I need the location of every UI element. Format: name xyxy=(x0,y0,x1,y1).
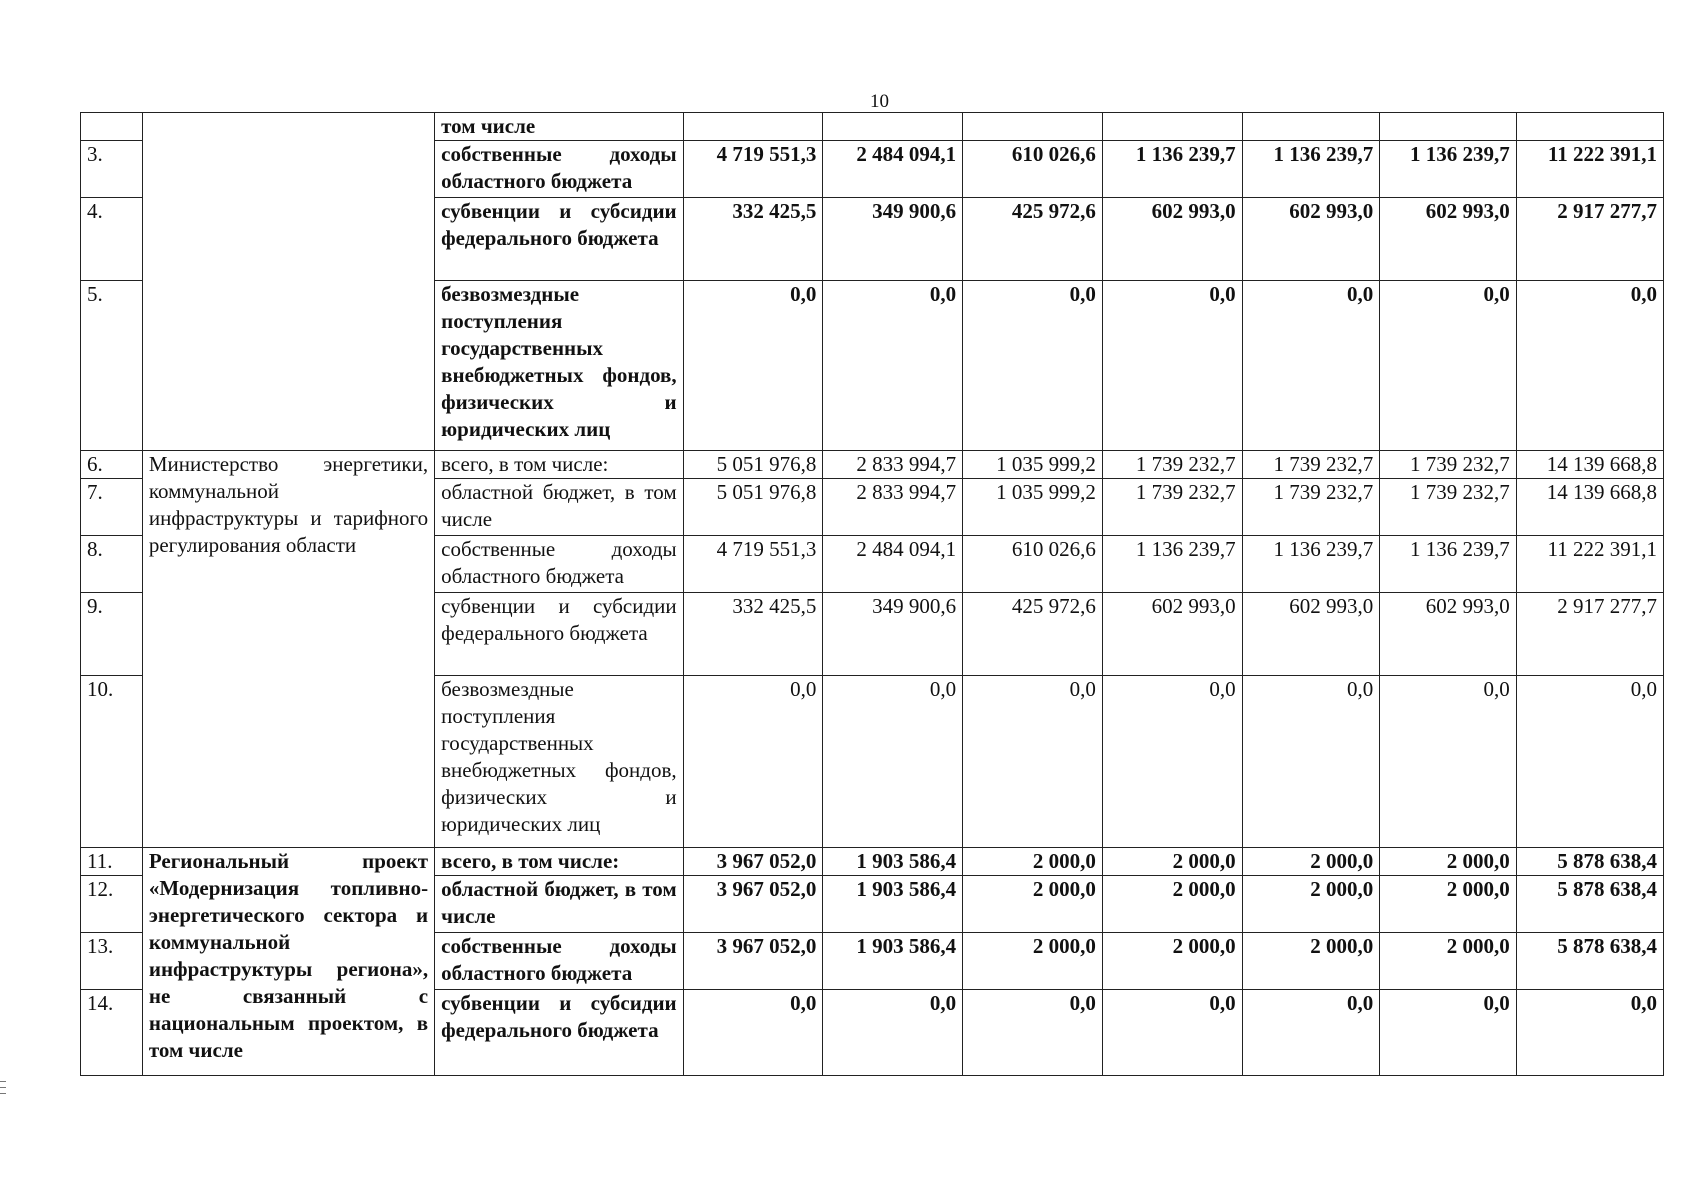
table-row xyxy=(81,113,1664,141)
amount-cell: 2 000,0 xyxy=(1102,848,1242,876)
amount-cell: 0,0 xyxy=(1380,281,1517,451)
amount-cell: 1 903 586,4 xyxy=(823,848,963,876)
amount-cell: 2 000,0 xyxy=(1380,933,1517,990)
amount-cell: 1 739 232,7 xyxy=(1380,479,1517,536)
funding-source-label: безвозмездные поступления государственных внебюджетных фондов, физических и юридических лиц xyxy=(435,676,684,848)
amount-cell: 5 051 976,8 xyxy=(683,451,823,479)
amount-cell: 5 878 638,4 xyxy=(1516,848,1663,876)
funding-source-label: собственные доходы областного бюджета xyxy=(435,141,684,198)
amount-cell: 610 026,6 xyxy=(963,536,1103,593)
amount-cell: 5 051 976,8 xyxy=(683,479,823,536)
row-number: 14. xyxy=(81,990,143,1076)
amount-cell: 2 833 994,7 xyxy=(823,479,963,536)
amount-cell: 3 967 052,0 xyxy=(683,933,823,990)
amount-cell xyxy=(1380,113,1517,141)
budget-table xyxy=(80,112,1664,1076)
amount-cell: 2 000,0 xyxy=(1380,848,1517,876)
amount-cell: 602 993,0 xyxy=(1242,593,1380,676)
amount-cell: 349 900,6 xyxy=(823,198,963,281)
row-number: 11. xyxy=(81,848,143,876)
amount-cell: 332 425,5 xyxy=(683,593,823,676)
amount-cell: 610 026,6 xyxy=(963,141,1103,198)
amount-cell: 2 000,0 xyxy=(1380,876,1517,933)
funding-source-label: всего, в том числе: xyxy=(435,451,684,479)
amount-cell: 1 739 232,7 xyxy=(1102,451,1242,479)
amount-cell xyxy=(963,113,1103,141)
table-row xyxy=(81,451,1664,479)
funding-source-label: безвозмездные поступления государственных внебюджетных фондов, физических и юридических лиц xyxy=(435,281,684,451)
amount-cell: 2 000,0 xyxy=(963,876,1103,933)
amount-cell: 0,0 xyxy=(1516,990,1663,1076)
amount-cell xyxy=(1516,113,1663,141)
amount-cell: 3 967 052,0 xyxy=(683,876,823,933)
row-number: 5. xyxy=(81,281,143,451)
amount-cell: 11 222 391,1 xyxy=(1516,141,1663,198)
amount-cell: 1 035 999,2 xyxy=(963,451,1103,479)
amount-cell: 2 000,0 xyxy=(1102,876,1242,933)
amount-cell xyxy=(683,113,823,141)
amount-cell: 4 719 551,3 xyxy=(683,536,823,593)
amount-cell xyxy=(1242,113,1380,141)
amount-cell: 0,0 xyxy=(963,281,1103,451)
row-number: 4. xyxy=(81,198,143,281)
funding-source-label: областной бюджет, в том числе xyxy=(435,479,684,536)
funding-source-label: собственные доходы областного бюджета xyxy=(435,933,684,990)
page-number: 10 xyxy=(870,91,889,112)
amount-cell: 0,0 xyxy=(1242,281,1380,451)
program-description: Министерство энергетики, коммунальной инфраструктуры и тарифного регулирования области xyxy=(142,451,434,848)
amount-cell: 14 139 668,8 xyxy=(1516,479,1663,536)
amount-cell: 1 136 239,7 xyxy=(1102,536,1242,593)
amount-cell: 2 000,0 xyxy=(963,848,1103,876)
amount-cell: 1 136 239,7 xyxy=(1380,536,1517,593)
row-number xyxy=(81,113,143,141)
amount-cell: 0,0 xyxy=(963,990,1103,1076)
funding-source-label: всего, в том числе: xyxy=(435,848,684,876)
row-number: 6. xyxy=(81,451,143,479)
amount-cell: 0,0 xyxy=(823,990,963,1076)
amount-cell: 1 739 232,7 xyxy=(1242,479,1380,536)
row-number: 3. xyxy=(81,141,143,198)
funding-source-label: областной бюджет, в том числе xyxy=(435,876,684,933)
amount-cell: 602 993,0 xyxy=(1102,198,1242,281)
amount-cell: 2 484 094,1 xyxy=(823,536,963,593)
program-description: Региональный проект «Модернизация топливно-энергетического сектора и коммунальной инфраструктуры региона», не связанный с национальным проектом, в том числе xyxy=(142,848,434,1076)
amount-cell: 0,0 xyxy=(823,281,963,451)
amount-cell: 2 000,0 xyxy=(1242,848,1380,876)
margin-tick xyxy=(0,1093,6,1094)
amount-cell: 11 222 391,1 xyxy=(1516,536,1663,593)
amount-cell: 602 993,0 xyxy=(1380,198,1517,281)
amount-cell: 1 136 239,7 xyxy=(1102,141,1242,198)
amount-cell: 2 000,0 xyxy=(1242,933,1380,990)
row-number: 12. xyxy=(81,876,143,933)
amount-cell: 0,0 xyxy=(683,990,823,1076)
amount-cell: 3 967 052,0 xyxy=(683,848,823,876)
row-number: 10. xyxy=(81,676,143,848)
row-number: 7. xyxy=(81,479,143,536)
amount-cell: 0,0 xyxy=(1516,676,1663,848)
amount-cell: 425 972,6 xyxy=(963,593,1103,676)
row-number: 8. xyxy=(81,536,143,593)
amount-cell: 602 993,0 xyxy=(1102,593,1242,676)
amount-cell: 0,0 xyxy=(1380,676,1517,848)
amount-cell: 349 900,6 xyxy=(823,593,963,676)
funding-source-label: собственные доходы областного бюджета xyxy=(435,536,684,593)
amount-cell xyxy=(823,113,963,141)
amount-cell: 1 739 232,7 xyxy=(1242,451,1380,479)
amount-cell: 602 993,0 xyxy=(1242,198,1380,281)
amount-cell: 0,0 xyxy=(963,676,1103,848)
margin-tick xyxy=(0,1087,6,1088)
amount-cell: 332 425,5 xyxy=(683,198,823,281)
amount-cell: 2 000,0 xyxy=(963,933,1103,990)
amount-cell: 425 972,6 xyxy=(963,198,1103,281)
amount-cell: 1 136 239,7 xyxy=(1380,141,1517,198)
amount-cell: 2 000,0 xyxy=(1242,876,1380,933)
funding-source-label: субвенции и субсидии федерального бюджета xyxy=(435,198,684,281)
amount-cell: 2 833 994,7 xyxy=(823,451,963,479)
amount-cell: 0,0 xyxy=(1380,990,1517,1076)
amount-cell: 0,0 xyxy=(1516,281,1663,451)
funding-source-label: субвенции и субсидии федерального бюджета xyxy=(435,990,684,1076)
amount-cell: 0,0 xyxy=(1102,281,1242,451)
budget-table-body xyxy=(81,113,1664,1076)
amount-cell: 5 878 638,4 xyxy=(1516,876,1663,933)
margin-tick xyxy=(0,1081,6,1082)
row-number: 9. xyxy=(81,593,143,676)
amount-cell: 1 035 999,2 xyxy=(963,479,1103,536)
amount-cell: 1 903 586,4 xyxy=(823,933,963,990)
amount-cell: 0,0 xyxy=(1102,990,1242,1076)
funding-source-label: субвенции и субсидии федерального бюджета xyxy=(435,593,684,676)
amount-cell: 602 993,0 xyxy=(1380,593,1517,676)
amount-cell: 2 917 277,7 xyxy=(1516,593,1663,676)
row-number: 13. xyxy=(81,933,143,990)
amount-cell: 2 917 277,7 xyxy=(1516,198,1663,281)
table-row xyxy=(81,848,1664,876)
amount-cell: 0,0 xyxy=(823,676,963,848)
amount-cell: 1 903 586,4 xyxy=(823,876,963,933)
amount-cell: 1 739 232,7 xyxy=(1380,451,1517,479)
amount-cell: 0,0 xyxy=(683,281,823,451)
amount-cell: 1 136 239,7 xyxy=(1242,141,1380,198)
amount-cell: 1 739 232,7 xyxy=(1102,479,1242,536)
amount-cell: 0,0 xyxy=(1242,676,1380,848)
amount-cell: 0,0 xyxy=(1242,990,1380,1076)
amount-cell: 0,0 xyxy=(1102,676,1242,848)
amount-cell xyxy=(1102,113,1242,141)
amount-cell: 1 136 239,7 xyxy=(1242,536,1380,593)
amount-cell: 2 000,0 xyxy=(1102,933,1242,990)
amount-cell: 5 878 638,4 xyxy=(1516,933,1663,990)
amount-cell: 14 139 668,8 xyxy=(1516,451,1663,479)
program-description xyxy=(142,113,434,451)
funding-source-label: том числе xyxy=(435,113,684,141)
amount-cell: 0,0 xyxy=(683,676,823,848)
amount-cell: 4 719 551,3 xyxy=(683,141,823,198)
amount-cell: 2 484 094,1 xyxy=(823,141,963,198)
